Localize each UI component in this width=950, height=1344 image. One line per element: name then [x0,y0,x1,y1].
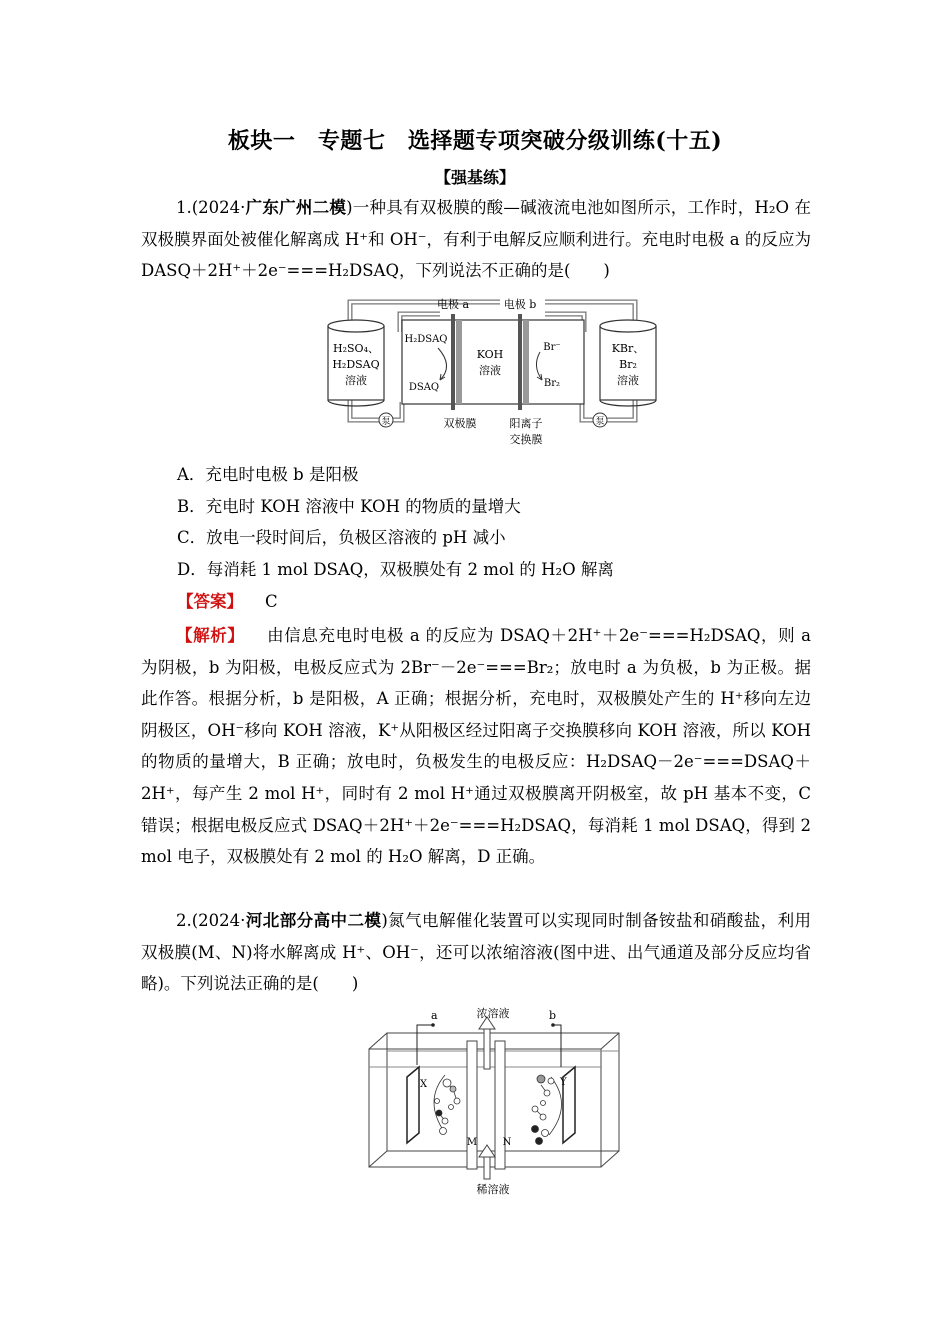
option-b: B．充电时 KOH 溶液中 KOH 的物质的量增大 [177,496,521,516]
electrode-a [451,314,455,410]
svg-text:H₂SO₄、: H₂SO₄、 [333,342,379,355]
nitrogen-electrolysis-diagram [365,1005,625,1200]
svg-text:H₂DSAQ: H₂DSAQ [404,334,448,345]
svg-text:X: X [420,1079,428,1090]
wire-b [553,1025,561,1067]
answer-label: 【答案】 [177,592,243,611]
q1-stem: 1.(2024·广东广州二模)一种具有双极膜的酸—碱液流电池如图所示，工作时，H₂O 在双极膜界面处被催化解离成 H⁺和 OH⁻，有利于电解反应顺利进行。充电时电极 a 的反应为 DASQ＋2H⁺＋2e⁻===H₂DSAQ，下列说法不正确的是( ) [141,198,812,281]
cation-exchange-membrane [523,320,529,404]
q2-stem-text: 氮气电解催化装置可以实现同时制备铵盐和硝酸盐，利用双极膜(M、N)将水解离成 H⁺、OH⁻，还可以浓缩溶液(图中进、出气通道及部分反应均省略)。下列说法正确的是( ) [141,911,812,994]
svg-text:阳离子: 阳离子 [509,417,543,430]
page-title: 板块一 专题七 选择题专项突破分级训练(十五) [227,128,723,154]
svg-text:N: N [502,1137,512,1148]
answer-value: C [265,592,278,611]
svg-text:泵: 泵 [381,417,391,427]
svg-text:DSAQ: DSAQ [408,382,440,393]
svg-text:KOH: KOH [476,348,504,361]
analysis-label: 【解析】 [176,626,245,645]
molecules-left [434,1075,460,1135]
svg-text:稀溶液: 稀溶液 [476,1183,510,1196]
inlet-arrow [479,1145,495,1179]
left-tank [328,320,384,406]
electrode-b [518,314,522,410]
molecules-right [532,1075,562,1145]
analysis-text: 由信息充电时电极 a 的反应为 DSAQ＋2H⁺＋2e⁻===H₂DSAQ，则 a 为阴极，b 为阳极，电极反应式为 2Br⁻－2e⁻===Br₂；放电时 a 为负极，b 为正极。据此作答。根据分析，b 是阳极，A 正确；根据分析，充电时，双极膜处产生的 H⁺移向左边阴极区，OH⁻移向 KOH 溶液，K⁺从阳极区经过阳离子交换膜移向 KOH 溶液，所以 KOH 的物质的量增大，B 正确；放电时，负极发生的电极反应：H₂DSAQ－2e⁻===DSAQ＋2H⁺，每产生 2 mol H⁺，同时有 2 mol H⁺通过双极膜离开阴极室，故 pH 基本不变，C 错误；根据电极反应式 DSAQ＋2H⁺＋2e⁻===H₂DSAQ，每消耗 1 mol DSAQ，得到 2 mol 电子，双极膜处有 2 mol 的 H₂O 解离，D 正确。 [141,626,812,867]
q1-number: 1. [176,198,192,217]
svg-text:泵: 泵 [595,417,605,427]
svg-text:Y: Y [560,1077,567,1088]
svg-text:Br₂: Br₂ [543,378,561,389]
svg-text:Br⁻: Br⁻ [543,342,561,353]
electrode-x [407,1067,419,1143]
svg-text:a: a [431,1009,438,1022]
q2-number: 2. [176,911,192,930]
wire-a [417,1025,433,1065]
bipolar-membrane [456,320,462,404]
section-label: 【强基练】 [434,168,515,187]
left-pipe-bottom [350,400,402,420]
svg-text:溶液: 溶液 [345,374,367,387]
q2-stem: 2.(2024·河北部分高中二模)氮气电解催化装置可以实现同时制备铵盐和硝酸盐，利用双极膜(M、N)将水解离成 H⁺、OH⁻，还可以浓缩溶液(图中进、出气通道及部分反应均省略)。下列说法正确的是( ) [141,911,812,994]
svg-text:溶液: 溶液 [479,364,501,377]
option-c: C．放电一段时间后，负极区溶液的 pH 减小 [177,528,506,548]
svg-text:双极膜: 双极膜 [443,417,477,430]
right-pump-icon [593,413,607,427]
svg-text:电极 a: 电极 a [436,298,470,311]
q1-options [177,459,817,585]
q1-analysis [141,620,811,873]
option-d: D．每消耗 1 mol DSAQ，双极膜处有 2 mol 的 H₂O 解离 [177,559,614,579]
q1-answer [177,588,278,616]
option-a: A．充电时电极 b 是阳极 [177,465,359,484]
svg-text:Br₂: Br₂ [619,358,637,371]
flow-battery-diagram [320,292,665,452]
svg-text:b: b [549,1009,557,1022]
q2-source: 河北部分高中二模 [245,911,382,930]
svg-text:浓溶液: 浓溶液 [476,1007,510,1020]
left-pump-icon [379,413,393,427]
svg-text:溶液: 溶液 [617,374,639,387]
right-pipe-bottom [582,400,635,420]
svg-text:M: M [466,1137,478,1148]
right-tank [600,320,656,406]
q1-stem-text: 一种具有双极膜的酸—碱液流电池如图所示，工作时，H₂O 在双极膜界面处被催化解离成 H⁺和 OH⁻，有利于电解反应顺利进行。充电时电极 a 的反应为 DASQ＋2H⁺＋2e⁻===H₂DSAQ，下列说法不正确的是( ) [141,198,812,281]
svg-text:交换膜: 交换膜 [509,433,543,446]
q1-source: 广东广州二模 [245,198,347,217]
svg-text:H₂DSAQ: H₂DSAQ [332,358,380,371]
outlet-arrow [479,1017,495,1069]
svg-text:电极 b: 电极 b [503,298,537,311]
svg-text:KBr、: KBr、 [611,342,645,355]
